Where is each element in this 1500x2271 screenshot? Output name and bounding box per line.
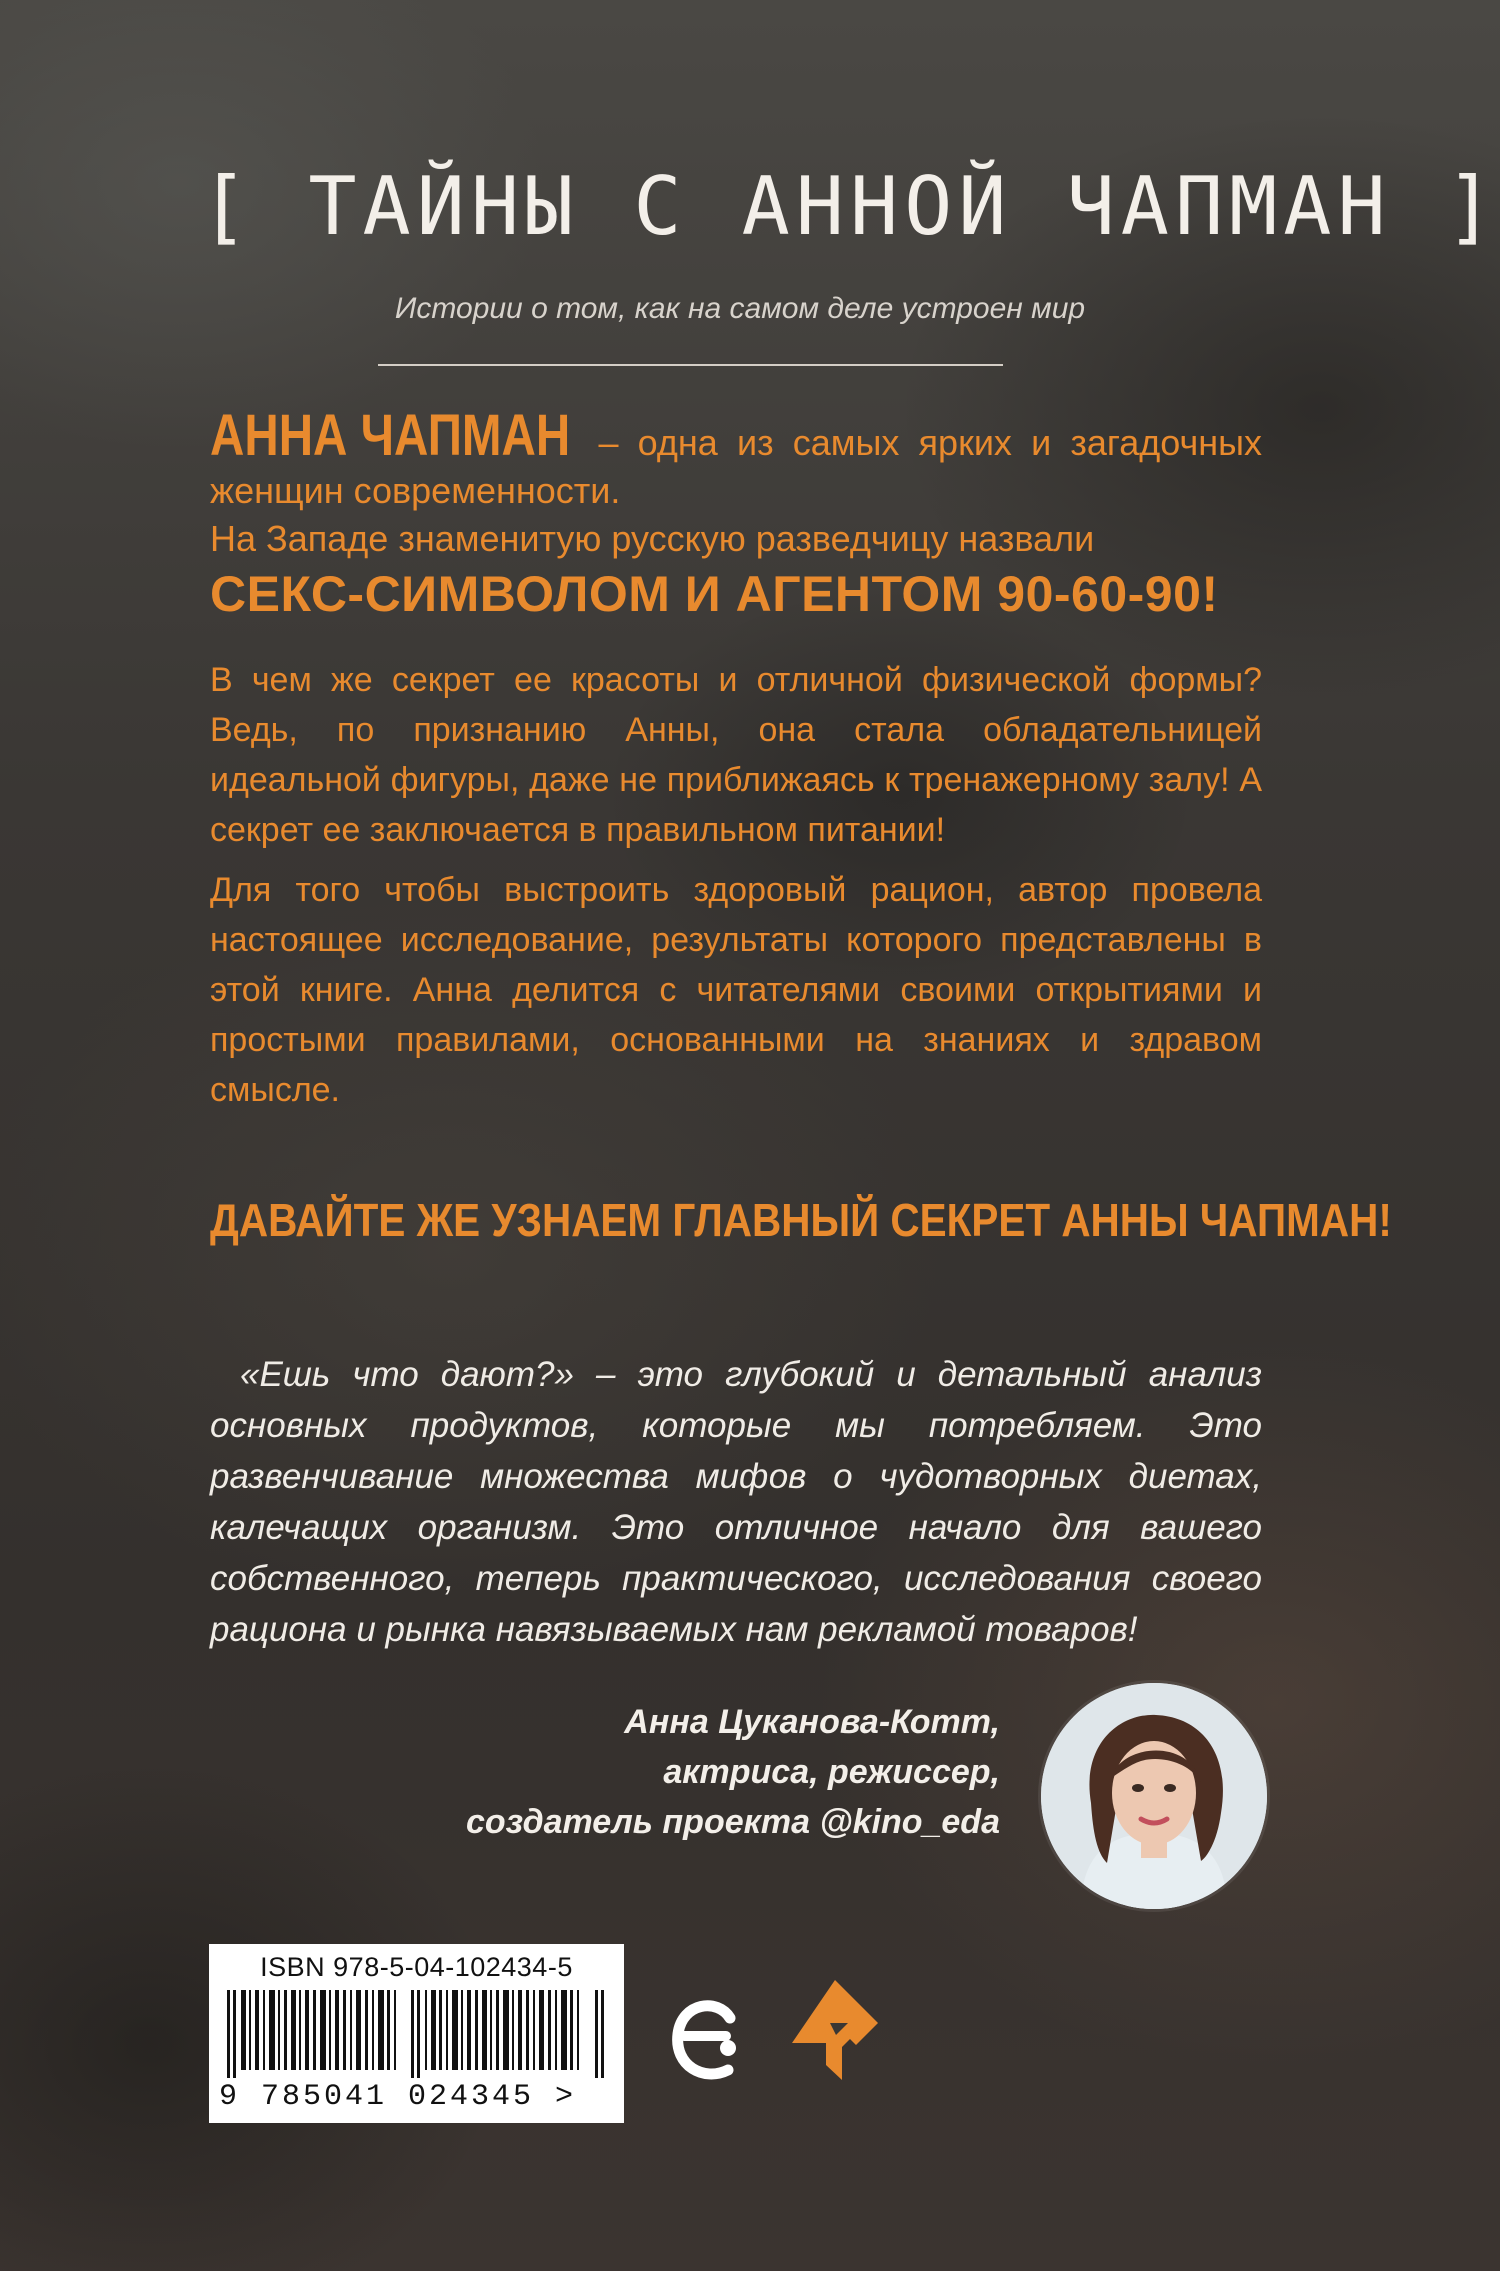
bombora-logo-icon [790, 1975, 880, 2085]
isbn-label: ISBN 978-5-04-102434-5 [260, 1952, 573, 1982]
series-title: [ ТАЙНЫ С АННОЙ ЧАПМАН ] [200, 160, 1500, 253]
barcode [209, 1944, 624, 2123]
author-photo [1041, 1683, 1267, 1909]
review-author-role: актриса, режиссер, [663, 1753, 1000, 1791]
call-to-action: ДАВАЙТЕ ЖЕ УЗНАЕМ ГЛАВНЫЙ СЕКРЕТ АННЫ ЧАПМАН! [210, 1194, 1392, 1246]
lead-text-1: – одна из самых ярких и загадочных женщин современности. [210, 422, 1262, 511]
barcode-digits: 9 785041 024345 > [219, 2080, 577, 2114]
review-author-project: создатель проекта @kino_eda [466, 1803, 1000, 1841]
author-photo-icon [1041, 1683, 1267, 1909]
description-paragraph-2: Для того чтобы выстроить здоровый рацион, автор провела настоящее исследование, результаты которого представлены в этой книге. Анна делится с читателями своими открытиями и простыми правилами, основанными на знаниях и здравом смысле. [210, 871, 1262, 1109]
eksmo-logo-icon [668, 1990, 748, 2090]
barcode-bars [227, 1990, 607, 2078]
review-quote: «Ешь что дают?» – это глубокий и детальный анализ основных продуктов, которые мы потребляем. Это развенчивание множества мифов о чудотворных диетах, калечащих организм. Это отличное начало для вашего собственного, теперь практического, исследования своего рациона и рынка навязываемых нам рекламой товаров! [210, 1355, 1262, 1649]
lead-text-2: На Западе знаменитую русскую разведчицу назвали [210, 518, 1095, 559]
lead-paragraph [210, 403, 1262, 563]
divider [378, 364, 1003, 366]
series-subtitle: Истории о том, как на самом деле устроен мир [394, 292, 1086, 325]
review-author-name: Анна Цуканова-Котт, [624, 1703, 1000, 1741]
author-name-heading: АННА ЧАПМАН [210, 403, 571, 468]
review-author [380, 1697, 1000, 1847]
description-paragraph-1: В чем же секрет ее красоты и отличной физической формы? Ведь, по признанию Анны, она стала обладательницей идеальной фигуры, даже не приближаясь к тренажерному залу! А секрет ее заключается в правильном питании! [210, 661, 1262, 849]
slogan: СЕКС-СИМВОЛОМ И АГЕНТОМ 90-60-90! [210, 566, 1219, 622]
